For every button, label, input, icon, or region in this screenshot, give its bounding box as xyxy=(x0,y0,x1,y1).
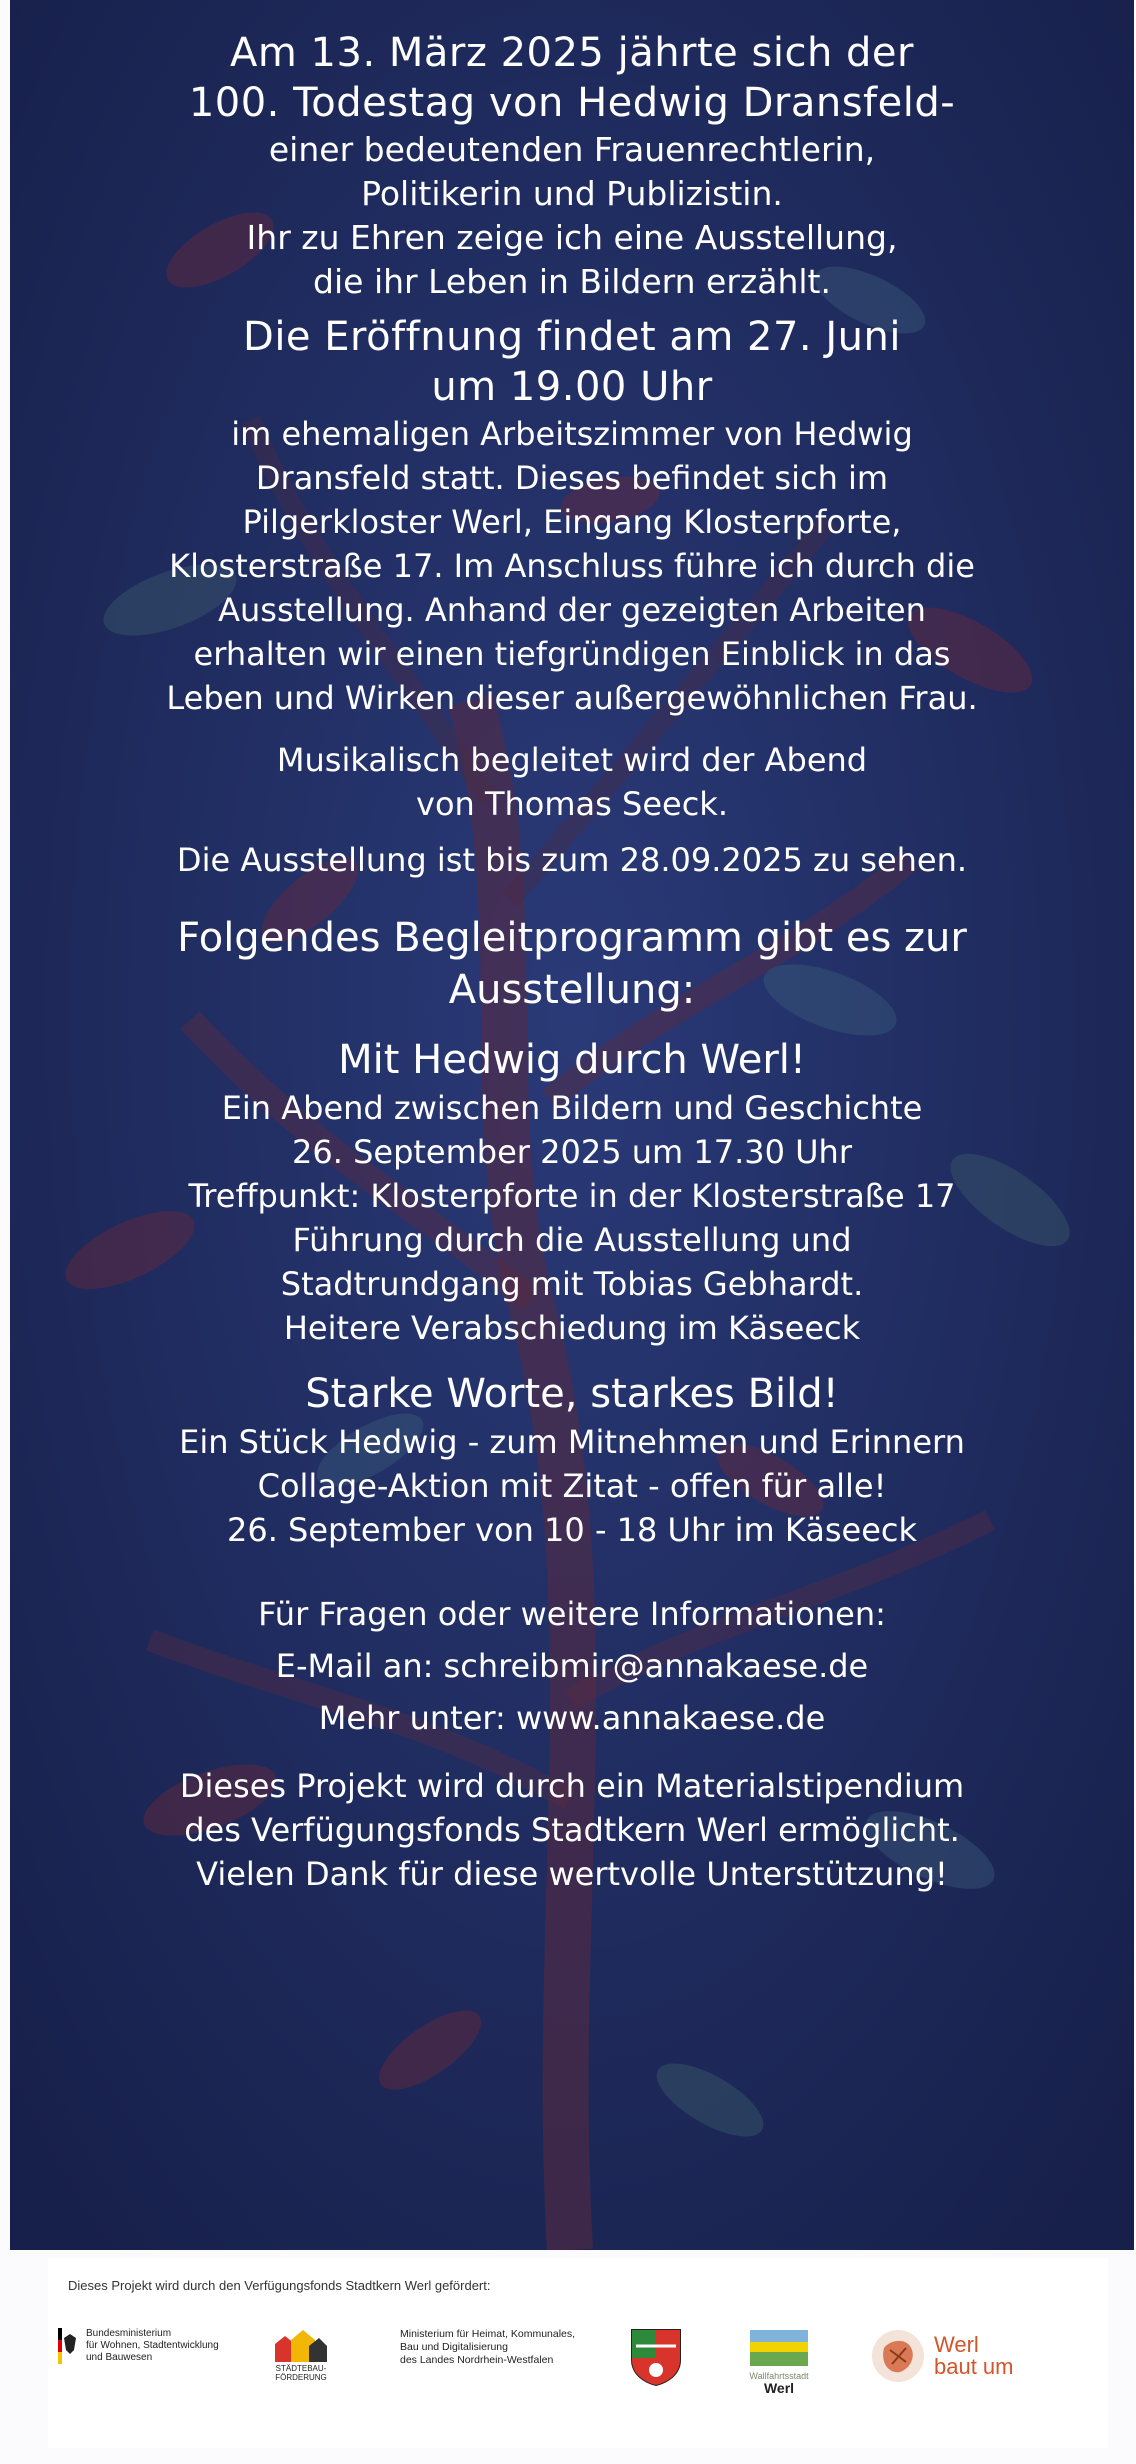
wallfahrt-line-2: Werl xyxy=(763,2380,795,2396)
poster-text xyxy=(10,28,1134,1896)
opening-heading-2: um 19.00 Uhr xyxy=(431,364,713,410)
intro-line-1: Am 13. März 2025 jährte sich der xyxy=(230,30,914,76)
event-1-line-2: 26. September 2025 um 17.30 Uhr xyxy=(292,1133,852,1171)
houses-icon xyxy=(273,2328,329,2362)
bmwsb-line-1: Bundesministerium xyxy=(86,2328,172,2339)
bmwsb-line-2: für Wohnen, Stadtentwicklung xyxy=(86,2340,219,2351)
werl-line-2: baut um xyxy=(934,2354,1014,2379)
opening-text-1: im ehemaligen Arbeitszimmer von Hedwig xyxy=(231,415,913,453)
event-1-line-6: Heitere Verabschiedung im Käseeck xyxy=(283,1309,861,1347)
event-1-title: Mit Hedwig durch Werl! xyxy=(338,1037,806,1083)
mhkbd-logo xyxy=(400,2328,575,2367)
funding-line-1: Dieses Projekt wird durch ein Materialstipendium xyxy=(179,1767,965,1805)
event-2-title: Starke Worte, starkes Bild! xyxy=(305,1371,839,1417)
event-1-line-5: Stadtrundgang mit Tobias Gebhardt. xyxy=(280,1265,864,1303)
mhkbd-line-2: Bau und Digitalisierung xyxy=(400,2341,508,2353)
program-heading-2: Ausstellung: xyxy=(448,967,696,1013)
nrw-coat-of-arms xyxy=(630,2328,682,2386)
funding-line-3: Vielen Dank für diese wertvolle Unterstützung! xyxy=(196,1855,948,1893)
nrw-crest-icon xyxy=(630,2328,682,2386)
wallfahrtsstadt-werl-logo xyxy=(748,2328,810,2394)
intro-line-6: die ihr Leben in Bildern erzählt. xyxy=(313,262,831,301)
event-1-line-1: Ein Abend zwischen Bildern und Geschichte xyxy=(221,1089,923,1127)
music-line-2: von Thomas Seeck. xyxy=(416,785,728,823)
opening-text-7: Leben und Wirken dieser außergewöhnlichen Frau. xyxy=(166,679,978,717)
opening-heading-1: Die Eröffnung findet am 27. Juni xyxy=(243,314,901,360)
werl-line-1: Werl xyxy=(934,2332,979,2357)
sponsor-footer xyxy=(48,2258,1108,2448)
event-2-line-3: 26. September von 10 - 18 Uhr im Käseeck xyxy=(226,1511,918,1549)
mhkbd-line-3: des Landes Nordrhein-Westfalen xyxy=(400,2354,554,2366)
poster-panel xyxy=(10,0,1134,2250)
opening-text-2: Dransfeld statt. Dieses befindet sich im xyxy=(255,459,889,497)
opening-text-3: Pilgerkloster Werl, Eingang Klosterpforte, xyxy=(242,503,902,541)
opening-text-6: erhalten wir einen tiefgründigen Einblick in das xyxy=(193,635,951,673)
program-heading-1: Folgendes Begleitprogramm gibt es zur xyxy=(177,915,967,961)
sponsor-note: Dieses Projekt wird durch den Verfügungsfonds Stadtkern Werl gefördert: xyxy=(68,2278,491,2293)
mhkbd-line-1: Ministerium für Heimat, Kommunales, xyxy=(400,2328,576,2340)
opening-text-4: Klosterstraße 17. Im Anschluss führe ich durch die xyxy=(169,547,975,585)
staedtebau-logo xyxy=(273,2328,329,2382)
contact-email[interactable]: E-Mail an: schreibmir@annakaese.de xyxy=(275,1647,869,1685)
funding-line-2: des Verfügungsfonds Stadtkern Werl ermöglicht. xyxy=(184,1811,960,1849)
music-line-1: Musikalisch begleitet wird der Abend xyxy=(276,741,868,779)
werl-flag-icon xyxy=(748,2328,810,2368)
intro-line-2: 100. Todestag von Hedwig Dransfeld- xyxy=(188,80,956,126)
federal-eagle-icon xyxy=(58,2328,80,2364)
werl-baut-um-logo xyxy=(870,2328,1014,2384)
staedtebau-line-2: FÖRDERUNG xyxy=(275,2373,327,2382)
event-1-line-3: Treffpunkt: Klosterpforte in der Klosterstraße 17 xyxy=(188,1177,956,1215)
bmwsb-line-3: und Bauwesen xyxy=(86,2352,153,2363)
event-1-line-4: Führung durch die Ausstellung und xyxy=(292,1221,852,1259)
bmwsb-logo xyxy=(58,2328,219,2364)
event-2-line-2: Collage-Aktion mit Zitat - offen für alle! xyxy=(257,1467,887,1505)
contact-website[interactable]: Mehr unter: www.annakaese.de xyxy=(318,1699,826,1737)
opening-text-5: Ausstellung. Anhand der gezeigten Arbeiten xyxy=(218,591,926,629)
contact-line-1: Für Fragen oder weitere Informationen: xyxy=(258,1595,886,1633)
exhibition-dates: Die Ausstellung ist bis zum 28.09.2025 zu sehen. xyxy=(176,841,968,879)
wallfahrt-line-1: Wallfahrtsstadt xyxy=(749,2371,809,2381)
intro-line-3: einer bedeutenden Frauenrechtlerin, xyxy=(268,130,876,169)
staedtebau-line-1: STÄDTEBAU- xyxy=(275,2364,327,2373)
intro-line-4: Politikerin und Publizistin. xyxy=(361,174,783,213)
intro-line-5: Ihr zu Ehren zeige ich eine Ausstellung, xyxy=(246,218,898,257)
event-2-line-1: Ein Stück Hedwig - zum Mitnehmen und Erinnern xyxy=(179,1423,965,1461)
werl-map-icon xyxy=(870,2328,926,2384)
